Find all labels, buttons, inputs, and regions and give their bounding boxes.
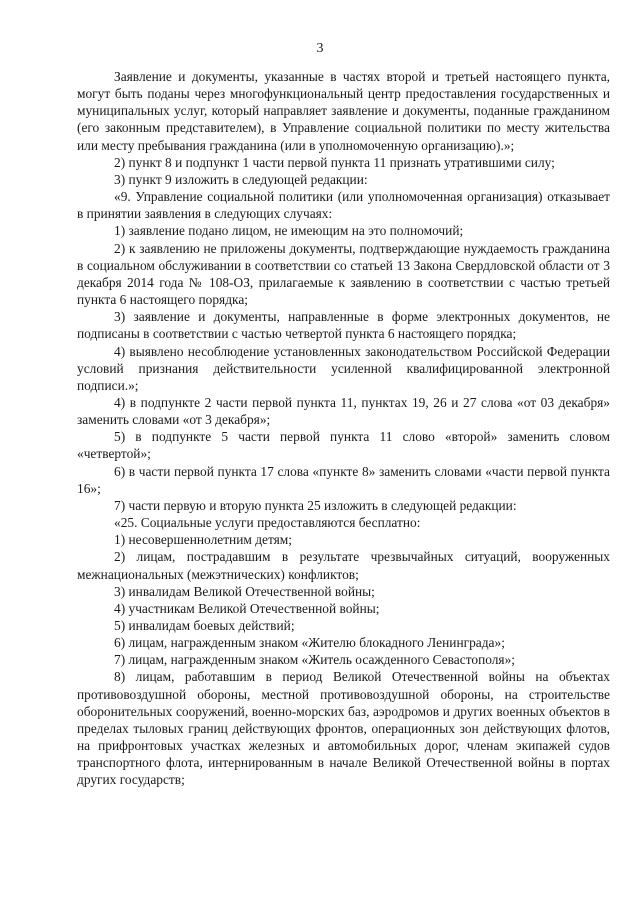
document-body: [77, 0, 610, 789]
paragraph: 3) инвалидам Великой Отечественной войны;: [114, 583, 375, 599]
paragraph: 4) участникам Великой Отечественной войны;: [114, 600, 380, 616]
paragraph: 2) к заявлению не приложены документы, подтверждающие нуждаемость гражданина в социальном обслуживании в соответствии со статьей 13 Закона Свердловской области от 3 декабря 2014 года № 108-ОЗ, прилагаемые к заявлению в соответствии с частью третьей пункта 6 настоящего порядка;: [77, 240, 610, 308]
paragraph: 4) в подпункте 2 части первой пункта 11, пунктах 19, 26 и 27 слова «от 03 декабря» заменить словами «от 3 декабря»;: [77, 394, 610, 428]
paragraph: 3) пункт 9 изложить в следующей редакции:: [114, 171, 368, 187]
paragraph: 2) пункт 8 и подпункт 1 части первой пункта 11 признать утратившими силу;: [114, 154, 555, 170]
paragraph: 5) инвалидам боевых действий;: [114, 618, 295, 633]
paragraph: «25. Социальные услуги предоставляются бесплатно:: [114, 515, 421, 531]
paragraph: 2) лицам, пострадавшим в результате чрезвычайных ситуаций, вооруженных межнациональных (межэтнических) конфликтов;: [77, 549, 610, 582]
paragraph: 8) лицам, работавшим в период Великой Отечественной войны на объектах противовоздушной обороны, местной противовоздушной обороны, на строительстве оборонительных сооружений, военно-морских баз, аэродромов и других военных объектов в пределах тыловых границ действующих фронтов, операционных зон действующих флотов, на прифронтовых участках железных и автомобильных дорог, членам экипажей судов транспортного флота, интернированным в начале Великой Отечественной войны в портах других государств;: [77, 669, 610, 788]
paragraph: «9. Управление социальной политики (или уполномоченная организация) отказывает в принятии заявления в следующих случаях:: [77, 189, 610, 222]
paragraph: Заявление и документы, указанные в частях второй и третьей настоящего пункта, могут быть поданы через многофункциональный центр предоставления государственных и муниципальных услуг, который направляет заявление и документы, поданные гражданином (его законным представителем), в Управление социальной политики по месту жительства или месту пребывания гражданина (или в уполномоченную организацию).»;: [77, 69, 610, 153]
page-number: 3: [316, 41, 324, 56]
paragraph: 7) части первую и вторую пункта 25 изложить в следующей редакции:: [114, 497, 517, 513]
paragraph: 4) выявлено несоблюдение установленных законодательством Российской Федерации условий признания действительности усиленной квалифицированной электронной подписи.»;: [77, 343, 610, 393]
paragraph: 1) заявление подано лицом, не имеющим на это полномочий;: [114, 223, 464, 239]
paragraph: 3) заявление и документы, направленные в форме электронных документов, не подписаны в соответствии с частью четвертой пункта 6 настоящего порядка;: [77, 309, 610, 342]
paragraph: 6) в части первой пункта 17 слова «пункте 8» заменить словами «части первой пункта 16»;: [77, 463, 610, 496]
paragraph: 1) несовершеннолетним детям;: [114, 532, 292, 548]
paragraph: 7) лицам, награжденным знаком «Житель осажденного Севастополя»;: [114, 652, 516, 668]
paragraph: 5) в подпункте 5 части первой пункта 11 слово «второй» заменить словом «четвертой»;: [77, 429, 610, 462]
paragraph: 6) лицам, награжденным знаком «Жителю блокадного Ленинграда»;: [114, 635, 505, 651]
